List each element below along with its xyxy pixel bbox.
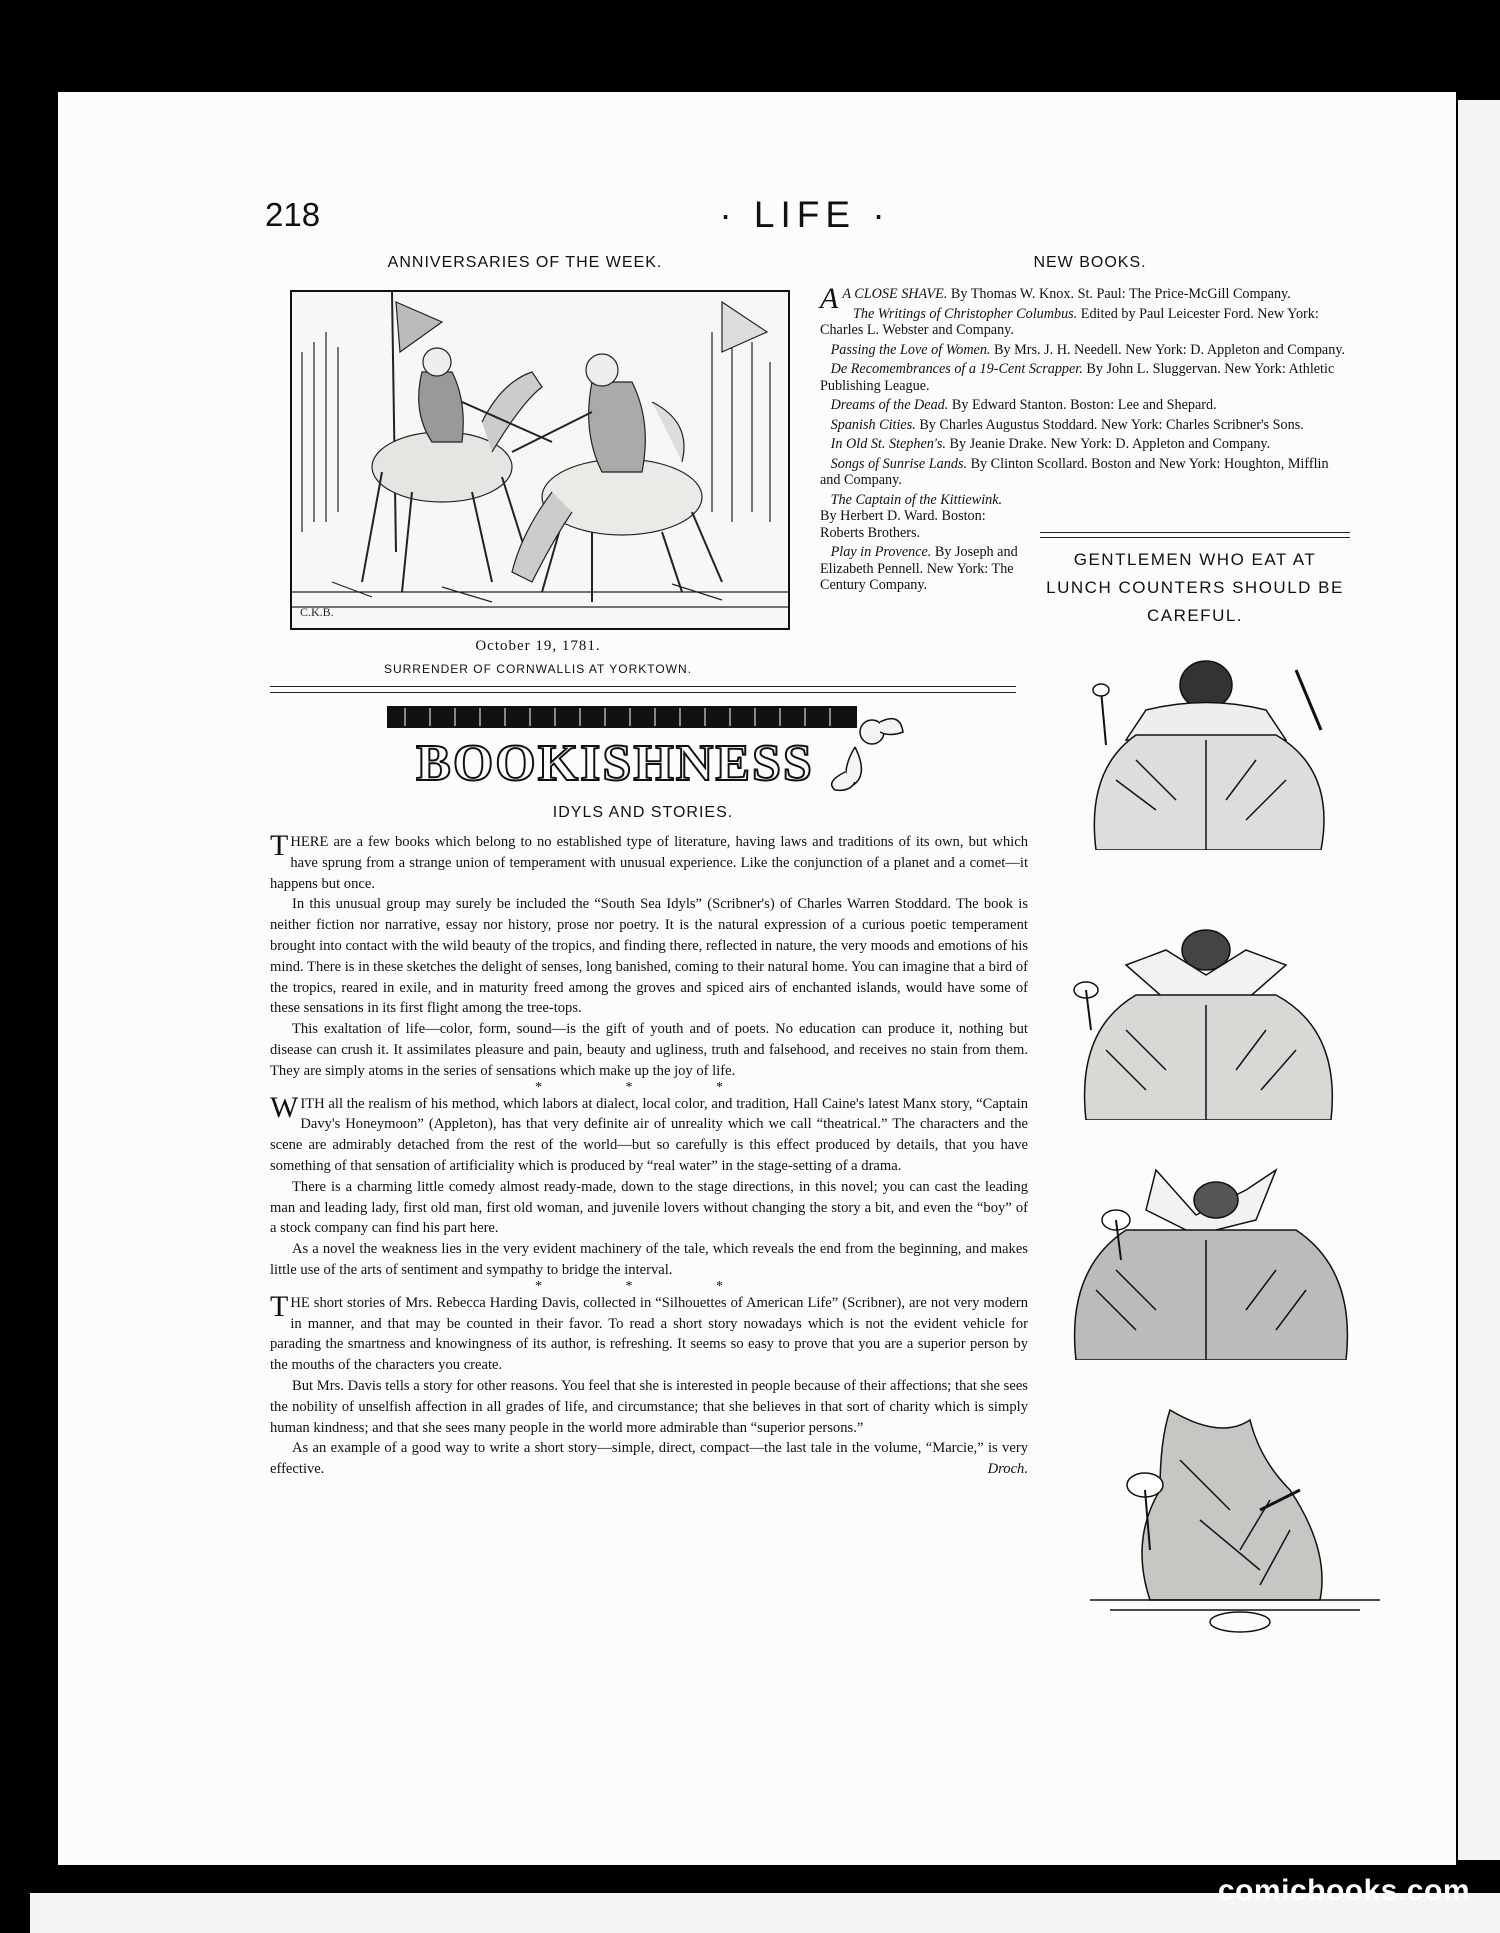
page-number: 218: [265, 196, 321, 233]
book-entry: [820, 492, 1018, 542]
cartoon-signature: C.K.B.: [300, 605, 334, 619]
section-title: IDYLS AND STORIES.: [552, 804, 734, 821]
author-signature: Droch.: [987, 1461, 1028, 1478]
article-paragraph: THERE are a few books which belong to no established type of literature, having laws and traditions of its own, but which have sprung from a strange union of temperament with unusual experience. Like the conjunction of a planet and a comet—it happens but once.: [270, 829, 1028, 892]
anniversaries-heading: ANNIVERSARIES OF THE WEEK.: [387, 254, 663, 271]
book-title: Passing the Love of Women.: [830, 341, 991, 358]
double-rule-right: [1040, 532, 1350, 538]
book-details: By Charles Augustus Stoddard. New York: Charles Scribner's Sons.: [915, 416, 1304, 433]
book-title: Dreams of the Dead.: [830, 397, 949, 413]
lunch-figure-1: [1046, 650, 1376, 850]
article-paragraph: But Mrs. Davis tells a story for other reasons. You feel that she is interested in people because of their affections; that she sees the nobility of unselfish affection in all grades of life, and circumstance; that she believes in that sort of charity which is simply human kindness; and that she sees many people in the world more admirable than “superior persons.”: [270, 1377, 1028, 1436]
gentlemen-heading: GENTLEMEN WHO EAT AT LUNCH COUNTERS SHOULD BE CAREFUL.: [1046, 550, 1344, 625]
drop-cap: W: [270, 1090, 299, 1124]
lunch-figure-4: [1090, 1400, 1380, 1640]
double-rule: [270, 686, 1016, 693]
article-paragraph: THE short stories of Mrs. Rebecca Harding Davis, collected in “Silhouettes of American Life” (Scribner), are not very modern in manner, and that may be counted in their favor. To read a short story nowadays which is not the evident vehicle for parading the smartness and knowingness of its author, is refreshing. It seems so easy to prove that you are a superior person by the mouths of the characters you create.: [270, 1289, 1028, 1374]
bookishness-article: [270, 829, 1028, 1480]
book-entry: [820, 361, 1348, 394]
book-details: By John L. Sluggervan. New York: Athletic Publishing League.: [820, 361, 1335, 394]
book-details: By Thomas W. Knox. St. Paul: The Price-McGill Company.: [947, 286, 1291, 302]
anniversary-caption-date: October 19, 1781.: [475, 638, 601, 654]
book-entry: [820, 342, 1348, 359]
book-details: By Clinton Scollard. Boston and New York: Houghton, Mifflin and Company.: [820, 455, 1329, 488]
cartoon-drawing: [292, 292, 788, 628]
article-paragraph: In this unusual group may surely be included the “South Sea Idyls” (Scribner's) of Charles Warren Stoddard. The book is neither fiction nor narrative, essay nor history, prose nor poetry. It is the natural expression of a curious poetic temperament brought into contact with the wild beauty of the tropics, and finding there, reflected in nature, the very moods and emotions of his mind. There is in these sketches the delight of senses, long banished, coming to their natural home. You can imagine that a bird of the tropics, reared in exile, and in maturity freed among the groves and spiced airs of enchanted islands, would have some of these sensations in its first flight among the tree-tops.: [270, 896, 1028, 1017]
article-paragraph: As an example of a good way to write a short story—simple, direct, compact—the last tale in the volume, “Marcie,” is very effective. Droch.: [270, 1438, 1028, 1480]
bookishness-banner: [385, 702, 905, 794]
bookishness-title: BOOKISHNESS: [416, 735, 814, 792]
book-details: By Jeanie Drake. New York: D. Appleton and Company.: [945, 436, 1271, 452]
book-details: By Edward Stanton. Boston: Lee and Shepard.: [948, 397, 1217, 413]
new-books-heading: NEW BOOKS.: [1033, 254, 1147, 271]
section-separator: * * *: [535, 1278, 763, 1294]
drop-cap: T: [270, 829, 289, 862]
article-paragraph: This exaltation of life—color, form, sound—is the gift of youth and of poets. No education can produce it, nothing but disease can crush it. It assimilates pleasure and pain, beauty and ugliness, truth and falsehood, and receives no stain from them. They are simply atoms in the series of sensations which make up the joy of life.: [270, 1021, 1028, 1079]
drop-cap: A: [820, 282, 839, 315]
book-entry: [820, 306, 1348, 339]
book-title: Play in Provence.: [830, 544, 932, 560]
section-separator: * * *: [535, 1079, 763, 1095]
article-paragraph: There is a charming little comedy almost ready-made, down to the stage directions, in this novel; you can cast the leading man and leading lady, first old man, first old woman, and juvenile lovers without changing the story a bit, and even the “boy” of a stock company can find his part here.: [270, 1178, 1028, 1237]
book-title: A CLOSE SHAVE.: [842, 286, 948, 302]
watermark: comicbooks.com: [1217, 1874, 1470, 1907]
lunch-figure-2: [1046, 920, 1376, 1120]
book-entry: [820, 436, 1348, 453]
masthead: · LIFE ·: [719, 194, 891, 235]
book-entry: [820, 544, 1018, 594]
book-entry: [820, 397, 1348, 414]
drop-cap: T: [270, 1289, 289, 1323]
facing-page-edge: [1458, 100, 1500, 1860]
book-entry: [820, 417, 1348, 434]
cornwallis-surrender-cartoon: [290, 290, 790, 630]
book-details: Edited by Paul Leicester Ford. New York: Charles L. Webster and Company.: [820, 305, 1319, 338]
book-title: De Recomembrances of a 19-Cent Scrapper.: [830, 361, 1083, 377]
book-details: By Joseph and Elizabeth Pennell. New York: The Century Company.: [820, 544, 1018, 593]
book-title: In Old St. Stephen's.: [830, 436, 946, 452]
book-details: By Herbert D. Ward. Boston: Roberts Brothers.: [820, 508, 986, 541]
cherub-icon: [832, 719, 903, 791]
lunch-figure-3: [1046, 1160, 1376, 1360]
book-title: Spanish Cities.: [830, 416, 916, 433]
book-title: Songs of Sunrise Lands.: [830, 455, 968, 472]
book-title: The Captain of the Kittiewink.: [830, 491, 1003, 508]
book-title: The Writings of Christopher Columbus.: [852, 305, 1078, 322]
article-paragraph: WITH all the realism of his method, which labors at dialect, local color, and tradition, Hall Caine's latest Manx story, “Captain Davy's Honeymoon” (Appleton), has that very definite air of unreality which we call “theatrical.” The characters and the scene are admirably detached from the rest of the world—but so carefully is this effect produced by details, that you have something of that sensation of artificiality which is produced by “real water” in the stage-setting of a drama.: [270, 1090, 1028, 1174]
article-paragraph: As a novel the weakness lies in the very evident machinery of the tale, which reveals the end from the beginning, and makes little use of the arts of sentiment and sympathy to bridge the interval.: [270, 1241, 1028, 1278]
book-entry: [820, 456, 1348, 489]
book-details: By Mrs. J. H. Needell. New York: D. Appleton and Company.: [990, 341, 1346, 358]
anniversary-caption-title: SURRENDER OF CORNWALLIS AT YORKTOWN.: [383, 662, 693, 676]
